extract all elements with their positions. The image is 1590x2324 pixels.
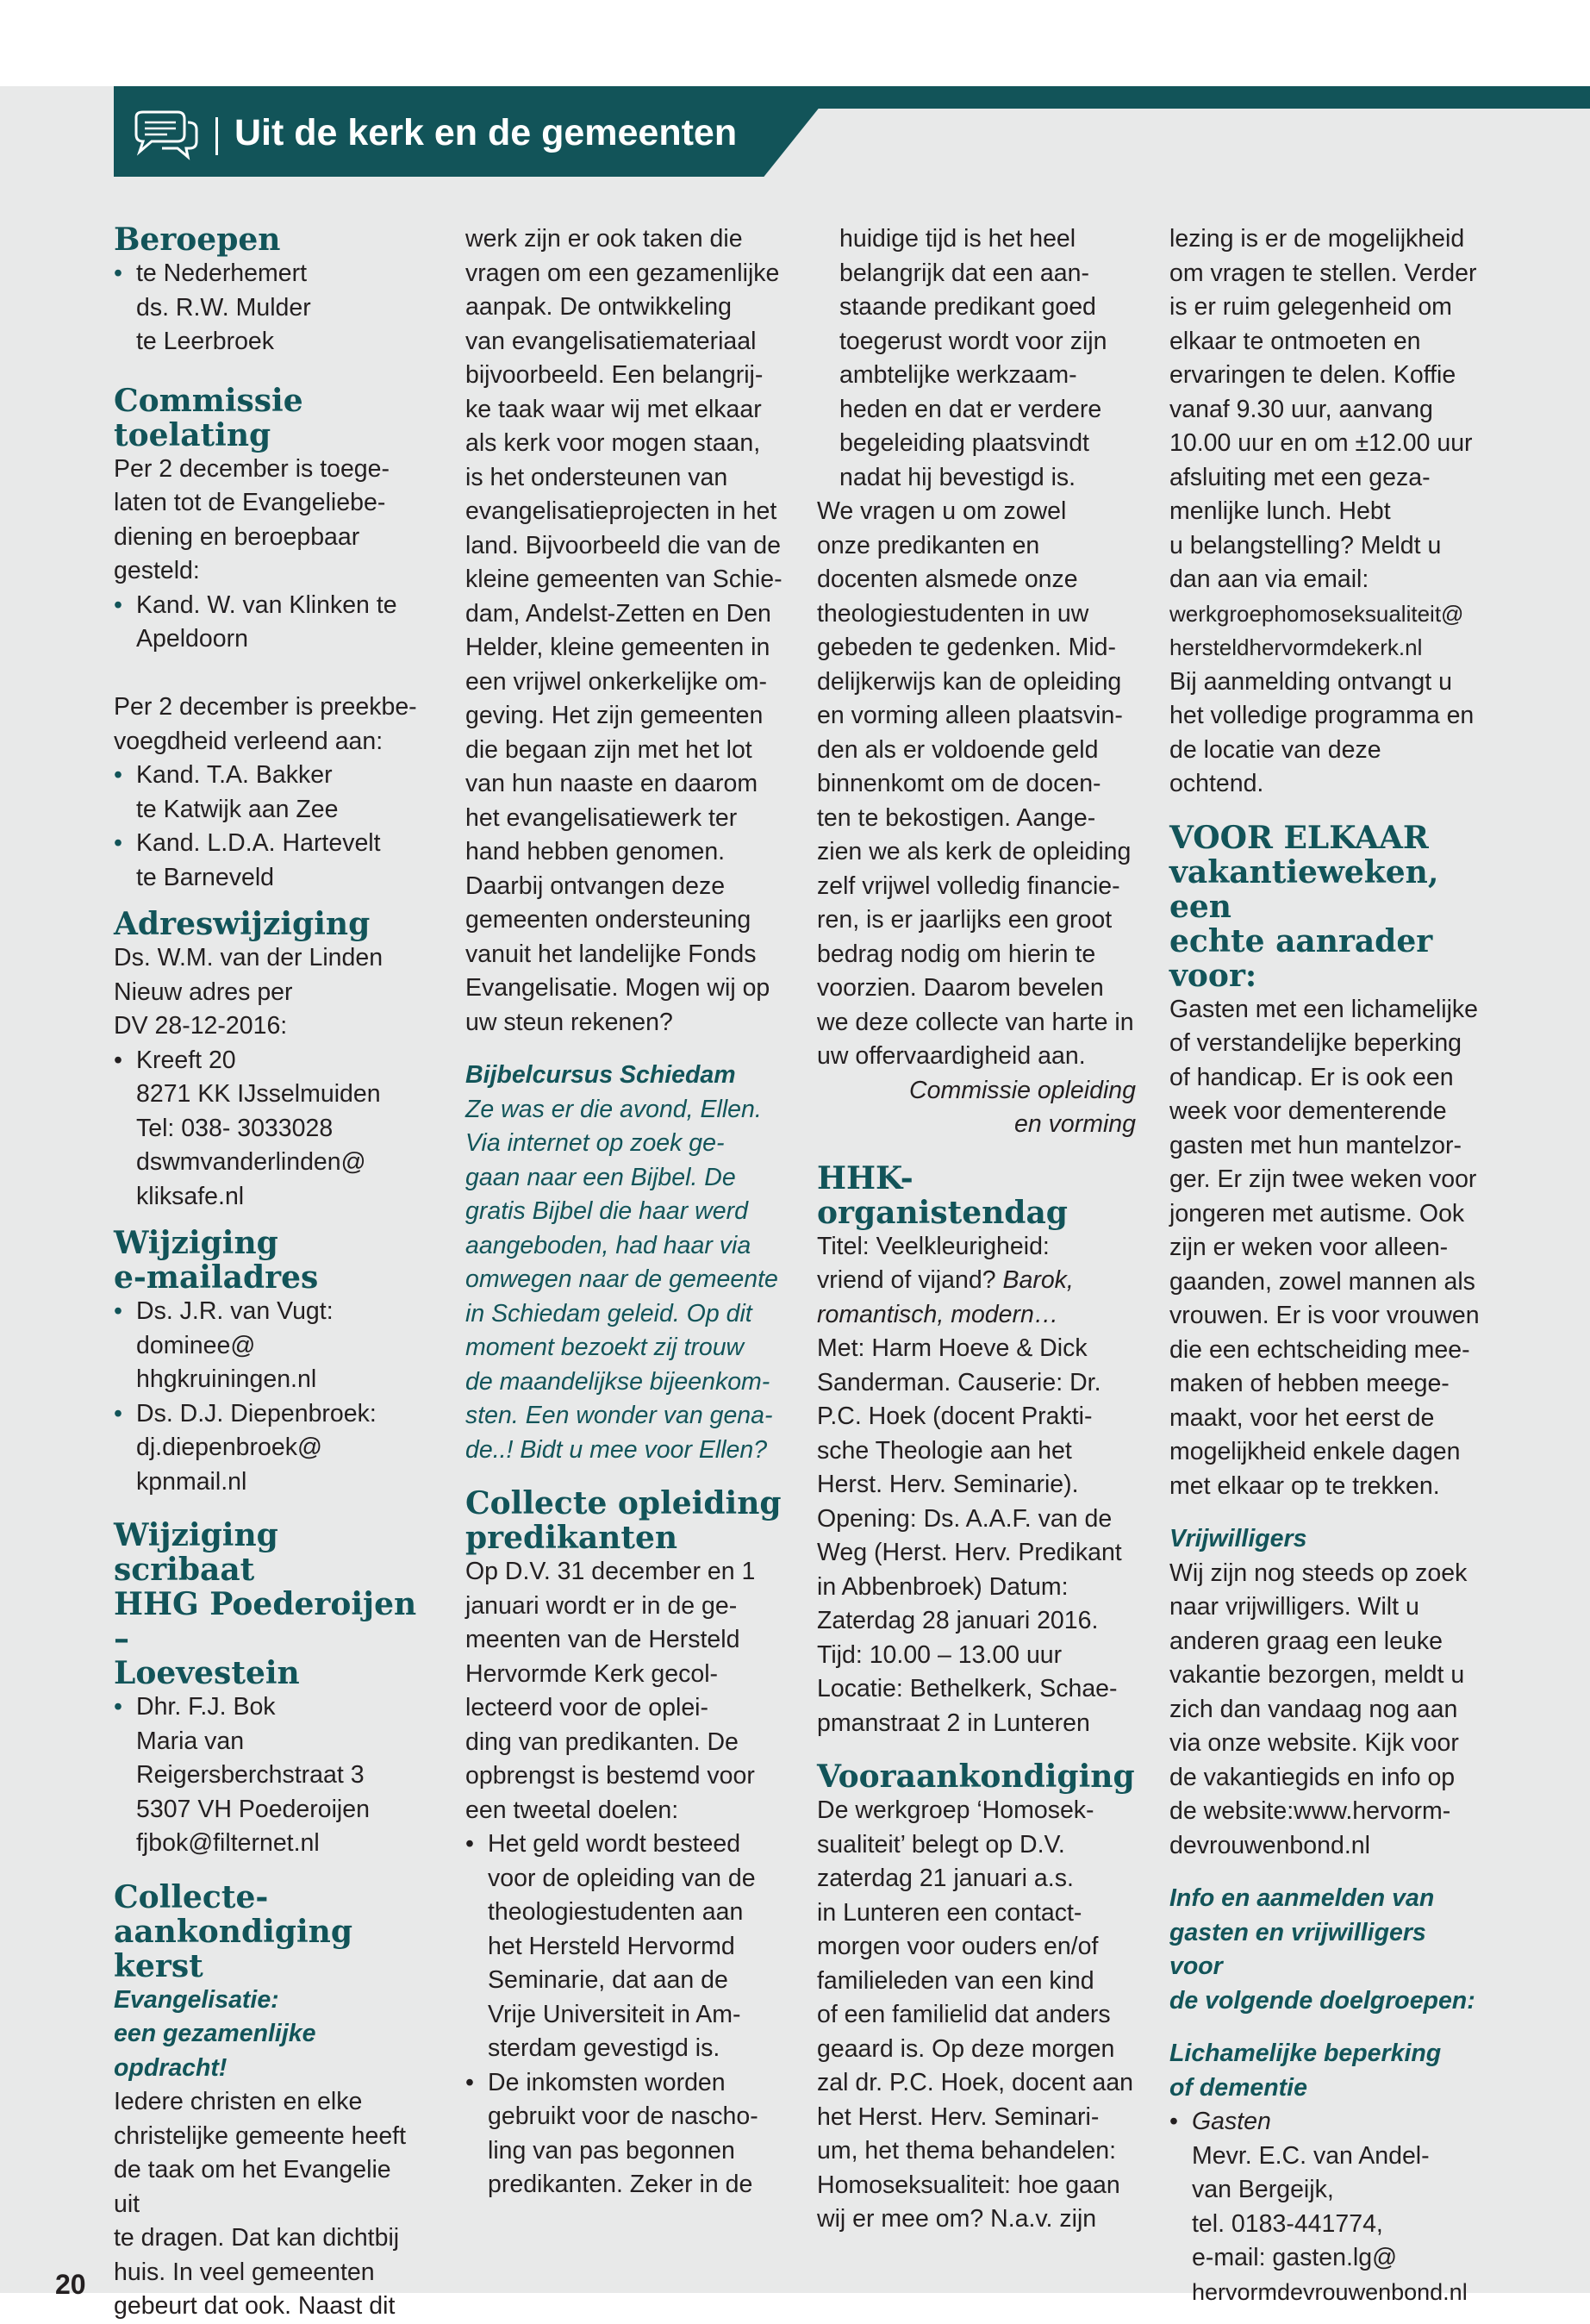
column-3 xyxy=(817,222,1136,2237)
subheading-info: Info en aanmelden van gasten en vrijwilligers voor de volgende doelgroepen: xyxy=(1169,1884,1475,2015)
paragraph: Per 2 december is preekbe- voegdheid verleend aan: xyxy=(114,693,417,755)
heading-vooraankondiging: Vooraankondiging xyxy=(817,1759,1135,1795)
column-2 xyxy=(465,222,784,2202)
signature: Commissie opleiding en vorming xyxy=(909,1076,1136,1138)
heading-commissie-toelating: Commissie toelating xyxy=(114,382,303,453)
list-item-continued: huidige tijd is het heel belangrijk dat een aan- staande predikant goed toegerust wordt voor zijn ambtelijke werkzaam- heden en dat er verdere begeleiding plaatsvindt nadat hij bevestigd is. xyxy=(839,225,1107,491)
heading-organistendag: HHK-organistendag xyxy=(817,1159,1068,1231)
list-item: • De inkomsten worden gebruikt voor de nascho- ling van pas begonnen predikanten. Zeker in de xyxy=(465,2066,784,2202)
heading-adreswijziging: Adreswijziging xyxy=(114,906,371,942)
subheading-vrijwilligers: Vrijwilligers xyxy=(1169,1525,1307,1552)
list-item: • Het geld wordt besteed voor de opleiding van de theologiestudenten aan het Hersteld Hervormd Seminarie, dat aan de Vrije Universiteit in Am- sterdam gevestigd is. xyxy=(465,1827,784,2066)
subheading-bijbelcursus: Bijbelcursus Schiedam xyxy=(465,1061,736,1089)
paragraph: Per 2 december is toege- laten tot de Evangeliebe- diening en beroepbaar gesteld: xyxy=(114,454,390,584)
banner-separator xyxy=(215,117,218,155)
list-item: • Gasten Mevr. E.C. van Andel- van Bergeijk, tel. 0183-441774, e-mail: gasten.lg@ hervormdevrouwenbond.nl xyxy=(1169,2105,1480,2309)
italic-paragraph: Ze was er die avond, Ellen. Via internet op zoek ge- gaan naar een Bijbel. De gratis Bijbel die haar werd aangeboden, had haar via omwegen naar de gemeente in Schiedam geleid. Op dit moment bezoekt zij trouw de maandelijkse bijeenkom- sten. Een wonder van gena- de..! Bidt u mee voor Ellen? xyxy=(465,1095,778,1464)
heading-collecte-opleiding: Collecte opleiding predikanten xyxy=(465,1485,782,1556)
paragraph: We vragen u om zowel onze predikanten en docenten alsmede onze theologiestudenten in uw gebeden te gedenken. Mid- delijkerwijs kan de opleiding en vorming alleen plaatsvin- den als er voldoende geld binnenkomt om de docen- ten te bekostigen. Aange- zien we als kerk de opleiding zelf vrijwel volledig financie- ren, is er jaarlijks een groot bedrag nodig om hierin te voorzien. Daarom bevelen we deze collecte van harte in uw offervaardigheid aan. xyxy=(817,497,1134,1070)
column-4 xyxy=(1169,222,1480,2309)
paragraph: De werkgroep ‘Homosek- sualiteit’ belegt op D.V. zaterdag 21 januari a.s. in Lunteren een contact- morgen voor ouders en/of familieleden van een kind of een familielid dat anders geaard is. Op deze morgen zal dr. P.C. Hoek, docent aan het Herst. Herv. Seminari- um, het thema behandelen: Homoseksualiteit: hoe gaan wij er mee om? N.a.v. zijn xyxy=(817,1796,1134,2233)
speech-bubbles-icon xyxy=(128,109,200,162)
list-item: • Kreeft 20 8271 KK IJsselmuiden Tel: 038- 3033028 dswmvanderlinden@ kliksafe.nl xyxy=(114,1044,420,1215)
page-number: 20 xyxy=(55,2269,86,2300)
paragraph: Wij zijn nog steeds op zoek naar vrijwilligers. Wilt u anderen graag een leuke vakantie bezorgen, meldt u zich dan vandaag nog aan via onze website. Kijk voor de vakantiegids en info op de website:www.hervorm- devrouwenbond.nl xyxy=(1169,1559,1468,1859)
list-item: • te Nederhemert ds. R.W. Mulder te Leerbroek xyxy=(114,257,420,359)
paragraph: Op D.V. 31 december en 1 januari wordt er in de ge- meenten van de Hersteld Hervormde Kerk gecol- lecteerd voor de oplei- ding van predikanten. De opbrengst is bestemd voor een tweetal doelen: xyxy=(465,1558,756,1824)
subheading: Evangelisatie: een gezamenlijke opdracht! xyxy=(114,1985,316,2082)
column-1 xyxy=(114,222,420,2324)
paragraph: werk zijn er ook taken die vragen om een gezamenlijke aanpak. De ontwikkeling van evangelisatiemateriaal bijvoorbeeld. Een belangrij- ke taak waar wij met elkaar als kerk voor mogen staan, is het ondersteunen van evangelisatieprojecten in het land. Bijvoorbeeld die van de kleine gemeenten van Schie- dam, Andelst-Zetten en Den Helder, kleine gemeenten in een vrijwel onkerkelijke om- geving. Het zijn gemeenten die begaan zijn met het lot van hun naaste en daarom het evangelisatiewerk ter hand hebben genomen. Daarbij ontvangen deze gemeenten ondersteuning vanuit het landelijke Fonds Evangelisatie. Mogen wij op uw steun rekenen? xyxy=(465,225,783,1036)
subheading-lichamelijke-beperking: Lichamelijke beperking of dementie xyxy=(1169,2040,1442,2102)
heading-collecte-aankondiging: Collecte- aankondiging kerst xyxy=(114,1878,352,1984)
heading-wijziging-emailadres: Wijziging e-mailadres xyxy=(114,1225,319,1296)
paragraph: Titel: Veelkleurigheid: vriend of vijand? Barok, romantisch, modern… Met: Harm Hoeve & Dick Sanderman. Causerie: Dr. P.C. Hoek (docent Prakti- sche Theologie aan het Herst. Herv. Seminarie). Opening: Ds. A.A.F. van de Weg (Herst. Herv. Predikant in Abbenbroek) Datum: Zaterdag 28 januari 2016. Tijd: 10.00 – 13.00 uur Locatie: Bethelkerk, Schae- pmanstraat 2 in Lunteren xyxy=(817,1232,1122,1737)
heading-voor-elkaar: VOOR ELKAAR vakantieweken, een echte aanrader voor: xyxy=(1169,819,1439,994)
paragraph: Ds. W.M. van der Linden Nieuw adres per DV 28-12-2016: xyxy=(114,944,383,1040)
list-item: • Ds. J.R. van Vugt: dominee@ hhgkruiningen.nl xyxy=(114,1295,420,1397)
list-item: • Kand. L.D.A. Hartevelt te Barneveld xyxy=(114,827,420,895)
list-item: • Kand. T.A. Bakker te Katwijk aan Zee xyxy=(114,759,420,827)
paragraph: Iedere christen en elke christelijke gemeente heeft de taak om het Evangelie uit te dragen. Dat kan dichtbij huis. In veel gemeenten gebeurt dat ook. Naast dit xyxy=(114,2088,407,2320)
list-item: • Kand. W. van Klinken te Apeldoorn xyxy=(114,589,420,657)
list-item: • Dhr. F.J. Bok Maria van Reigersberchstraat 3 5307 VH Poederoijen fjbok@filternet.nl xyxy=(114,1690,420,1861)
heading-wijziging-scribaat: Wijziging scribaat HHG Poederoijen – Loevestein xyxy=(114,1517,417,1691)
paragraph: lezing is er de mogelijkheid om vragen te stellen. Verder is er ruim gelegenheid om elkaar te ontmoeten en ervaringen te delen. Koffie vanaf 9.30 uur, aanvang 10.00 uur en om ±12.00 uur afsluiting met een geza- menlijke lunch. Hebt u belangstelling? Meldt u dan aan via email: werkgroephomoseksualiteit@ hersteldhervormdekerk.nl Bij aanmelding ontvangt u het volledige programma en de locatie van deze ochtend. xyxy=(1169,225,1477,797)
list-item: • Ds. D.J. Diepenbroek: dj.diepenbroek@ kpnmail.nl xyxy=(114,1397,420,1500)
paragraph: Gasten met een lichamelijke of verstandelijke beperking of handicap. Er is ook een week voor dementerende gasten met hun mantelzor- ger. Er zijn twee weken voor jongeren met autisme. Ook zijn er weken voor alleen- gaanden, zowel mannen als vrouwen. Er is voor vrouwen die een echtscheiding mee- maken of hebben meege- maakt, voor het eerst de mogelijkheid enkele dagen met elkaar op te trekken. xyxy=(1169,995,1480,1500)
section-title: Uit de kerk en de gemeenten xyxy=(234,112,738,153)
heading-beroepen: Beroepen xyxy=(114,222,281,258)
